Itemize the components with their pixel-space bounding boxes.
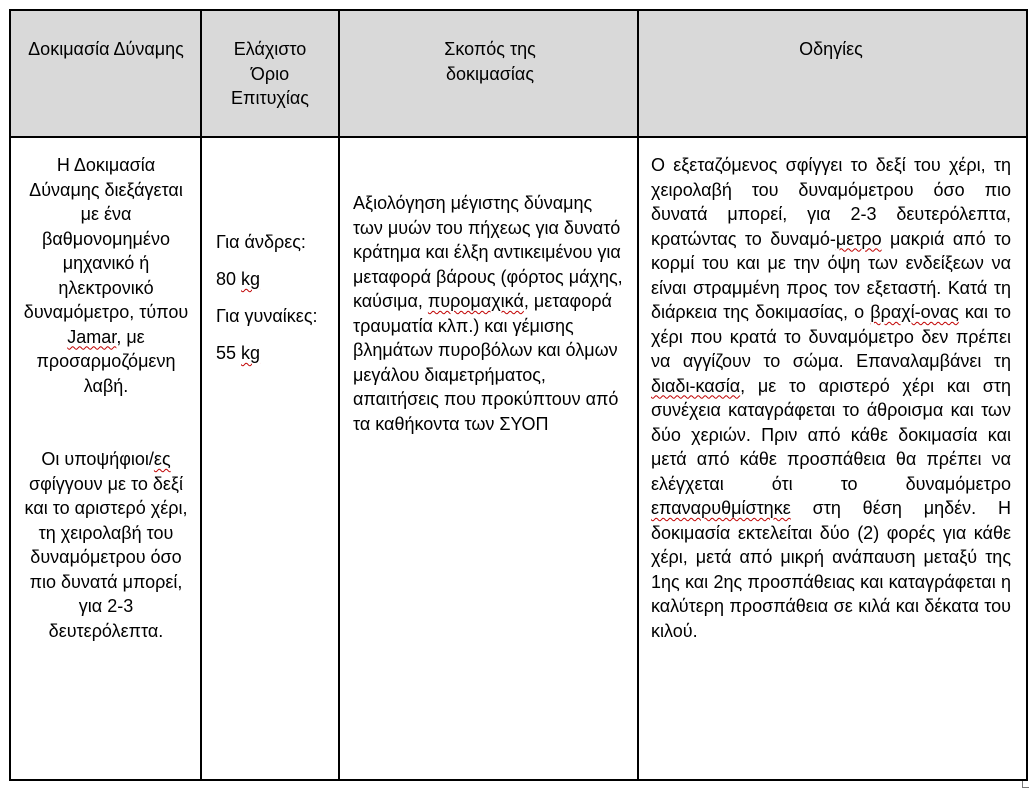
column-divider	[200, 11, 202, 779]
column-divider	[338, 11, 340, 779]
header-min-threshold: Ελάχιστο Όριο Επιτυχίας	[231, 39, 309, 108]
header-purpose: Σκοπός της δοκιμασίας	[444, 39, 536, 84]
test-description-cell	[23, 153, 189, 643]
description-paragraph: Οι υποψήφιοι/ες σφίγγουν με το δεξί και το αριστερό χέρι, τη χειρολαβή του δυναμόμετρου όσο πιο δυνατά μπορεί, για 2-3 δευτερόλεπτα.	[24, 449, 188, 641]
description-paragraph: Η Δοκιμασία Δύναμης διεξάγεται με ένα βαθμονομημένο μηχανικό ή ηλεκτρονικό δυναμόμετρο, τύπου Jamar, με προσαρμοζόμενη λαβή.	[23, 155, 189, 396]
page-corner-mark	[1022, 781, 1029, 788]
threshold-men-value: 80 kg	[216, 269, 261, 289]
threshold-men-label: Για άνδρες:	[216, 232, 306, 252]
instructions-cell: Ο εξεταζόμενος σφίγγει το δεξί του χέρι, τη χειρολαβή του δυναμόμετρου όσο πιο δυνατά μπορεί, για 2-3 δευτερόλεπτα, κρατώντας το δυναμό-μετρο μακριά από το κορμί του και με την όψη των ενδείξεων να είναι στραμμένη προς τον εξεταστή. Κατά τη διάρκεια της δοκιμασίας, ο βραχί-ονας και το χέρι που κρατά το δυναμόμετρο δεν πρέπει να αγγίζουν το σώμα. Επαναλαμβάνει τη διαδι-κασία, με το αριστερό χέρι και στη συνέχεια καταγράφεται το άθροισμα και των δύο χεριών. Πριν από κάθε δοκιμασία και μετά από κάθε προσπάθεια θα πρέπει να ελέγχεται ότι το δυναμόμετρο επαναρυθμίστηκε στη θέση μηδέν. Η δοκιμασία εκτελείται δύο (2) φορές για κάθε χέρι, μετά από μικρή ανάπαυση μεταξύ της 1ης και 2ης προσπάθειας και καταγράφεται η καλύτερη προσπάθεια σε κιλά και δέκατα του κιλού.	[651, 155, 1011, 641]
threshold-cell	[216, 230, 334, 365]
threshold-women-label: Για γυναίκες:	[216, 306, 318, 326]
header-instructions: Οδηγίες	[799, 39, 863, 59]
purpose-cell: Αξιολόγηση μέγιστης δύναμης των μυών του πήχεως για δυνατό κράτημα και έλξη αντικειμένου για μεταφορά βάρους (φόρτος μάχης, καύσιμα, πυρομαχικά, μεταφορά τραυματία κλπ.) και γέμισης βλημάτων πυροβόλων και όλμων μεγάλου διαμετρήματος, απαιτήσεις που προκύπτουν από τα καθήκοντα των ΣΥΟΠ	[353, 193, 623, 434]
column-divider	[637, 11, 639, 779]
strength-test-table	[9, 9, 1028, 781]
threshold-women-value: 55 kg	[216, 343, 261, 363]
header-test-name: Δοκιμασία Δύναμης	[28, 39, 184, 59]
